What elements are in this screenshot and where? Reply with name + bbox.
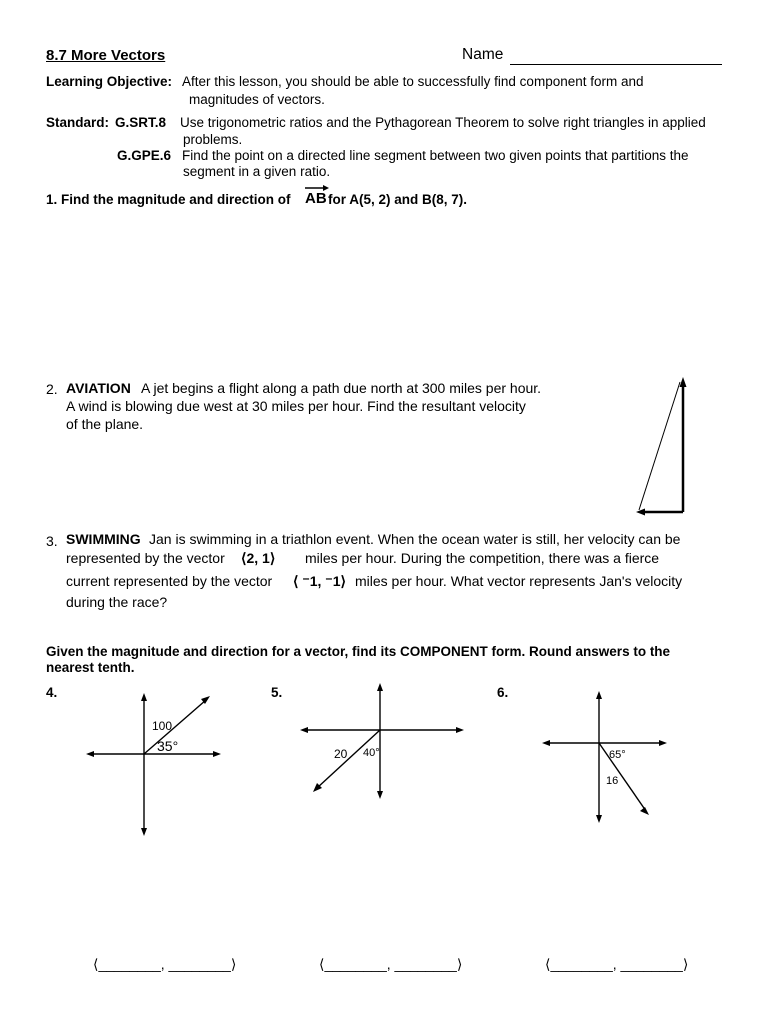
q1-vector-ab: AB [305,190,327,207]
q2-velocity-triangle-diagram [630,374,690,518]
q3-text-2b: miles per hour. During the competition, there was a fierce [305,550,660,566]
standard-code-srt8: G.SRT.8 [115,115,167,130]
instructions-line-1: Given the magnitude and direction for a vector, find its COMPONENT form. Round answers to the [46,644,671,659]
q3-text-2a: represented by the vector [66,550,225,566]
y-axis-up-arrow-icon [596,691,602,699]
q2-text-2: A wind is blowing due west at 30 miles per hour. Find the resultant velocity [66,398,526,414]
standard-text-gpe6-2: segment in a given ratio. [183,164,331,179]
x-axis-left-arrow-icon [542,740,550,746]
objective-text-2: magnitudes of vectors. [189,92,325,107]
vector-line [317,730,380,788]
vector-arrow-icon [304,184,330,192]
west-arrowhead-icon [636,509,645,516]
north-arrowhead-icon [680,377,687,387]
magnitude-label: 16 [606,775,619,787]
magnitude-label: 20 [334,747,348,761]
y-axis-down-arrow-icon [377,791,383,799]
q3-text-3b: miles per hour. What vector represents Jan's velocity [355,573,683,589]
problem-5-vector-diagram [298,680,468,805]
standard-code-gpe6: G.GPE.6 [117,148,172,163]
objective-label: Learning Objective: [46,74,173,89]
problem-5-number: 5. [271,685,283,700]
y-axis-down-arrow-icon [596,815,602,823]
q2-text-3: of the plane. [66,416,144,432]
x-axis-left-arrow-icon [300,727,308,733]
instructions-line-2: nearest tenth. [46,660,135,675]
q1-prefix: 1. Find the magnitude and direction of [46,192,291,207]
q2-topic: AVIATION [66,380,131,396]
x-axis-right-arrow-icon [659,740,667,746]
q3-text-3a: current represented by the vector [66,573,273,589]
problem-6-answer-blank[interactable]: ⟨________, ________⟩ [545,956,689,972]
problem-6-number: 6. [497,685,509,700]
q3-vector-still: ⟨2, 1⟩ [241,550,276,566]
problem-6-vector-diagram [538,688,668,828]
q1-suffix: for A(5, 2) and B(8, 7). [328,192,468,207]
q2-text-1: A jet begins a flight along a path due north at 300 miles per hour. [141,380,542,396]
problem-5-answer-blank[interactable]: ⟨________, ________⟩ [319,956,463,972]
magnitude-label: 100 [152,719,173,733]
y-axis-up-arrow-icon [377,683,383,691]
standard-text-gpe6-1: Find the point on a directed line segment between two given points that partitions the [182,148,689,163]
q3-topic: SWIMMING [66,531,141,547]
vector-arrowhead-icon [640,807,649,815]
q3-text-1: Jan is swimming in a triathlon event. When the ocean water is still, her velocity can be [149,531,681,547]
name-blank[interactable] [510,64,722,65]
angle-label: 65° [609,749,626,761]
problem-4-vector-diagram [82,690,232,840]
name-label: Name [462,46,504,63]
q2-number: 2. [46,381,58,397]
angle-label: 35° [157,738,179,754]
q3-number: 3. [46,533,58,549]
x-axis-right-arrow-icon [213,751,221,757]
standard-text-srt8-2: problems. [183,132,243,147]
problem-4-number: 4. [46,685,58,700]
page-title: 8.7 More Vectors [46,47,166,64]
angle-label: 40° [363,747,380,759]
y-axis-down-arrow-icon [141,828,147,836]
objective-text-1: After this lesson, you should be able to successfully find component form and [182,74,644,89]
x-axis-right-arrow-icon [456,727,464,733]
y-axis-up-arrow-icon [141,693,147,701]
standard-label: Standard: [46,115,110,130]
standard-text-srt8-1: Use trigonometric ratios and the Pythagorean Theorem to solve right triangles in applied [180,115,706,130]
x-axis-left-arrow-icon [86,751,94,757]
problem-4-answer-blank[interactable]: ⟨________, ________⟩ [93,956,237,972]
q3-vector-current: ⟨ ⁻1, ⁻1⟩ [293,573,346,589]
q3-text-4: during the race? [66,594,168,610]
resultant-vector-line [639,382,680,510]
